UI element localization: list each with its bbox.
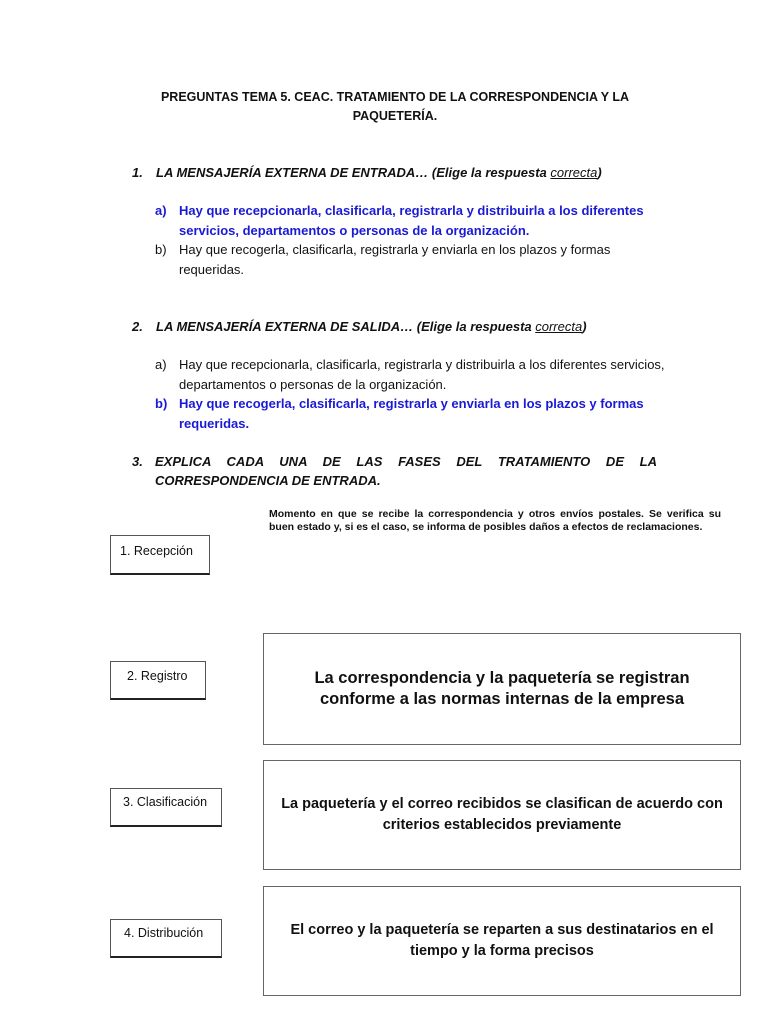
question-text: LA MENSAJERÍA EXTERNA DE ENTRADA… (Elige la respuesta xyxy=(156,165,551,180)
close-paren: ) xyxy=(582,319,587,334)
question-3-number: 3. xyxy=(132,454,143,469)
option-letter: b) xyxy=(155,242,167,257)
option-text: Hay que recepcionarla, clasificarla, registrarla y distribuirla a los diferentes servicios, departamentos o personas de la organización. xyxy=(179,357,665,392)
phase-label: 1. Recepción xyxy=(120,544,193,558)
phase-recepcion-box xyxy=(110,535,210,575)
option-letter: a) xyxy=(155,203,167,218)
option-letter: a) xyxy=(155,357,167,372)
underlined-word: correcta xyxy=(550,165,598,180)
question-3-line-2: CORRESPONDENCIA DE ENTRADA. xyxy=(155,473,381,488)
clasificacion-description-box xyxy=(263,760,741,870)
option-letter: b) xyxy=(155,396,168,411)
title-line-2: PAQUETERÍA. xyxy=(352,109,438,123)
phase-label: 2. Registro xyxy=(127,669,188,683)
question-2-option-a xyxy=(155,355,675,395)
question-number: 1. xyxy=(132,165,143,180)
option-text: Hay que recepcionarla, clasificarla, registrarla y distribuirla a los diferentes servicios, departamentos o personas de la organización. xyxy=(179,203,644,238)
question-number: 2. xyxy=(132,319,143,334)
registro-description: La correspondencia y la paquetería se registran conforme a las normas internas de la empresa xyxy=(314,669,690,708)
registro-description-box xyxy=(263,633,741,745)
question-1-heading xyxy=(132,163,652,182)
clasificacion-description: La paquetería y el correo recibidos se clasifican de acuerdo con criterios establecidos previamente xyxy=(281,796,723,833)
phase-distribucion-box xyxy=(110,919,222,958)
option-text: Hay que recogerla, clasificarla, registrarla y enviarla en los plazos y formas requeridas. xyxy=(179,242,611,277)
phase-label: 4. Distribución xyxy=(124,926,204,940)
option-text: Hay que recogerla, clasificarla, registrarla y enviarla en los plazos y formas requeridas. xyxy=(179,396,644,431)
question-2-option-b xyxy=(155,394,675,434)
question-2-heading xyxy=(132,317,652,336)
underlined-word: correcta xyxy=(535,319,583,334)
recepcion-description: Momento en que se recibe la correspondencia y otros envíos postales. Se verifica su buen estado y, si es el caso, se informa de posibles daños a efectos de reclamaciones. xyxy=(269,508,721,533)
distribucion-description: El correo y la paquetería se reparten a sus destinatarios en el tiempo y la forma precisos xyxy=(290,922,714,959)
phase-clasificacion-box xyxy=(110,788,222,827)
question-text: LA MENSAJERÍA EXTERNA DE SALIDA… (Elige la respuesta xyxy=(156,319,536,334)
title-line-1: PREGUNTAS TEMA 5. CEAC. TRATAMIENTO DE LA CORRESPONDENCIA Y LA xyxy=(160,90,630,104)
page-title xyxy=(130,88,660,126)
question-3-line-1: EXPLICA CADA UNA DE LAS FASES DEL TRATAMIENTO DE LA xyxy=(155,454,657,469)
question-1-option-a xyxy=(155,201,675,241)
distribucion-description-box xyxy=(263,886,741,996)
phase-registro-box xyxy=(110,661,206,700)
close-paren: ) xyxy=(597,165,602,180)
question-1-option-b xyxy=(155,240,675,280)
phase-label: 3. Clasificación xyxy=(123,795,208,809)
